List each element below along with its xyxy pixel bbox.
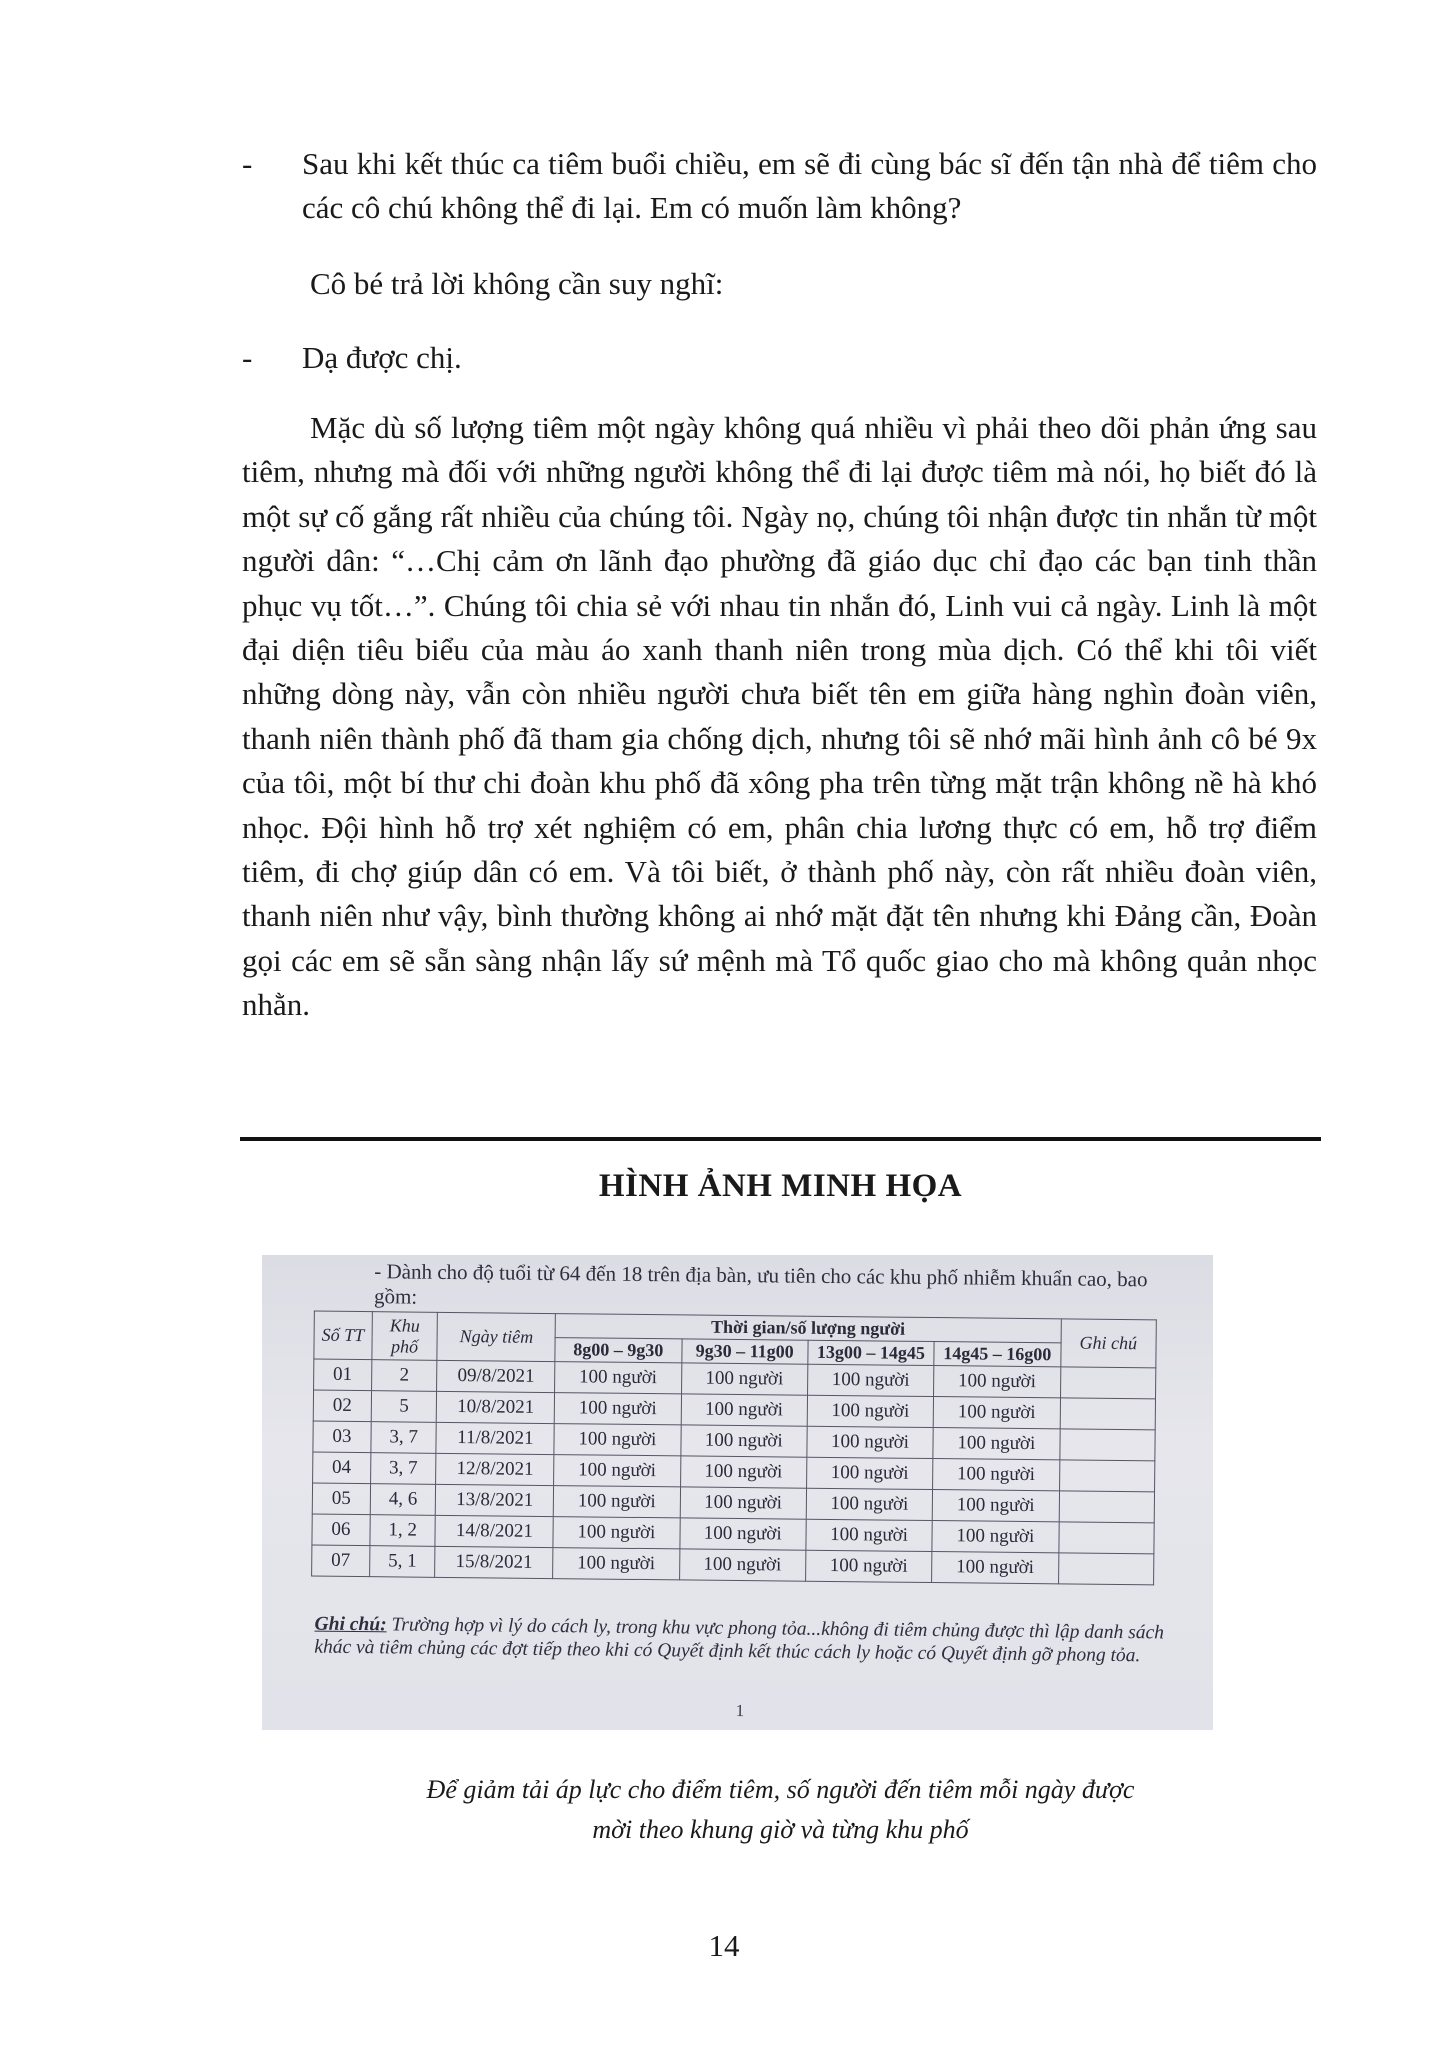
cell-slot: 100 người	[806, 1519, 933, 1551]
cell-slot: 100 người	[680, 1487, 807, 1519]
illustration-photo	[262, 1255, 1213, 1730]
cell-slot: 100 người	[553, 1486, 680, 1518]
cell-khu-pho: 3, 7	[370, 1453, 436, 1485]
cell-slot: 100 người	[807, 1395, 934, 1427]
cell-date: 14/8/2021	[435, 1515, 553, 1547]
cell-slot: 100 người	[807, 1426, 934, 1458]
cell-date: 09/8/2021	[437, 1360, 555, 1392]
header-ghi-chu: Ghi chú	[1060, 1319, 1156, 1368]
section-title: HÌNH ẢNH MINH HỌA	[598, 1168, 963, 1204]
cell-note	[1059, 1460, 1155, 1492]
cell-note	[1059, 1429, 1155, 1461]
header-slot: 13g00 – 14g45	[808, 1340, 935, 1365]
cell-slot: 100 người	[681, 1394, 808, 1426]
cell-slot: 100 người	[681, 1363, 808, 1395]
cell-date: 13/8/2021	[436, 1484, 554, 1516]
cell-slot: 100 người	[806, 1457, 933, 1489]
cell-slot: 100 người	[932, 1490, 1059, 1522]
cell-note	[1060, 1367, 1156, 1399]
header-ngay-tiem: Ngày tiêm	[437, 1312, 555, 1361]
cell-slot: 100 người	[932, 1552, 1059, 1584]
cell-slot: 100 người	[680, 1456, 807, 1488]
main-paragraph: Mặc dù số lượng tiêm một ngày không quá nhiều vì phải theo dõi phản ứng sau tiêm, nhưng mà đối với những người không thể đi lại được tiêm mà nói, họ biết đó là một sự cố gắng rất nhiều của chúng tôi. Ngày nọ, chúng tôi nhận được tin nhắn từ một người dân: “…Chị cảm ơn lãnh đạo phường đã giáo dục chỉ đạo các bạn tinh thần phục vụ tốt…”. Chúng tôi chia sẻ với nhau tin nhắn đó, Linh vui cả ngày. Linh là một đại diện tiêu biểu của màu áo xanh thanh niên trong mùa dịch. Có thể khi tôi viết những dòng này, vẫn còn nhiều người chưa biết tên em giữa hàng nghìn đoàn viên, thanh niên thành phố đã tham gia chống dịch, nhưng tôi sẽ nhớ mãi hình ảnh cô bé 9x của tôi, một bí thư chi đoàn khu phố đã xông pha trên từng mặt trận không nề hà khó nhọc. Đội hình hỗ trợ xét nghiệm có em, phân chia lương thực có em, hỗ trợ điểm tiêm, đi chợ giúp dân có em. Và tôi biết, ở thành phố này, còn rất nhiều đoàn viên, thanh niên như vậy, bình thường không ai nhớ mặt đặt tên nhưng khi Đảng cần, Đoàn gọi các em sẽ sẵn sàng nhận lấy sứ mệnh mà Tổ quốc giao cho mà không quản nhọc nhằn.	[242, 410, 1317, 1023]
cell-stt: 04	[313, 1452, 371, 1484]
cell-stt: 02	[313, 1390, 371, 1422]
photo-note-text: Trường hợp vì lý do cách ly, trong khu vực phong tỏa...không đi tiêm chủng được thì lập danh sách khác và tiêm chủng các đợt tiếp theo khi có Quyết định kết thúc cách ly hoặc có Quyết định gỡ phong tỏa.	[314, 1614, 1165, 1667]
cell-slot: 100 người	[553, 1517, 680, 1549]
cell-slot: 100 người	[553, 1548, 680, 1580]
header-slot: 14g45 – 16g00	[934, 1342, 1061, 1367]
cell-khu-pho: 4, 6	[370, 1484, 436, 1516]
cell-slot: 100 người	[555, 1362, 682, 1394]
cell-slot: 100 người	[806, 1488, 933, 1520]
vaccination-schedule-table	[311, 1311, 1157, 1586]
cell-date: 15/8/2021	[435, 1546, 553, 1578]
cell-date: 12/8/2021	[436, 1453, 554, 1485]
cell-slot: 100 người	[805, 1550, 932, 1582]
dialogue-line	[242, 336, 1317, 380]
caption-line: Để giảm tải áp lực cho điểm tiêm, số người đến tiêm mỗi ngày được	[426, 1775, 1135, 1804]
dialogue-dash: -	[242, 340, 253, 375]
cell-note	[1058, 1553, 1154, 1585]
cell-note	[1059, 1491, 1155, 1523]
cell-khu-pho: 1, 2	[370, 1515, 436, 1547]
cell-note	[1060, 1398, 1156, 1430]
cell-khu-pho: 2	[371, 1360, 437, 1392]
dialogue-text: Dạ được chị.	[302, 340, 462, 375]
cell-slot: 100 người	[934, 1366, 1061, 1398]
cell-note	[1058, 1522, 1154, 1554]
page-number: 14	[708, 1928, 740, 1963]
cell-slot: 100 người	[932, 1521, 1059, 1553]
cell-slot: 100 người	[807, 1364, 934, 1396]
narration-line: Cô bé trả lời không cần suy nghĩ:	[310, 266, 724, 301]
cell-slot: 100 người	[933, 1459, 1060, 1491]
cell-khu-pho: 3, 7	[371, 1422, 437, 1454]
cell-slot: 100 người	[554, 1393, 681, 1425]
dialogue-line	[242, 142, 1317, 231]
cell-slot: 100 người	[933, 1428, 1060, 1460]
cell-stt: 01	[314, 1359, 372, 1391]
photo-page-number: 1	[735, 1700, 745, 1721]
cell-khu-pho: 5, 1	[369, 1546, 435, 1578]
header-slot: 9g30 – 11g00	[681, 1339, 808, 1364]
cell-slot: 100 người	[554, 1455, 681, 1487]
cell-slot: 100 người	[933, 1397, 1060, 1429]
figure-caption	[240, 1770, 1321, 1850]
cell-stt: 07	[312, 1545, 370, 1577]
cell-stt: 05	[312, 1483, 370, 1515]
header-stt: Số TT	[314, 1311, 372, 1360]
header-time-group: Thời gian/số lượng người	[555, 1314, 1061, 1343]
section-divider	[240, 1137, 1321, 1141]
cell-date: 11/8/2021	[436, 1422, 554, 1454]
photo-intro-text: - Dành cho độ tuổi từ 64 đến 18 trên địa bàn, ưu tiên cho các khu phố nhiễm khuẩn cao, bao gồm:	[373, 1259, 1148, 1309]
header-khu-pho: Khu phố	[372, 1312, 438, 1361]
photo-note-label: Ghi chú:	[314, 1613, 387, 1636]
cell-slot: 100 người	[554, 1424, 681, 1456]
cell-stt: 06	[312, 1514, 370, 1546]
caption-line: mời theo khung giờ và từng khu phố	[592, 1815, 969, 1844]
header-slot: 8g00 – 9g30	[555, 1338, 682, 1363]
dialogue-text: Sau khi kết thúc ca tiêm buổi chiều, em sẽ đi cùng bác sĩ đến tận nhà để tiêm cho các cô chú không thể đi lại. Em có muốn làm không?	[302, 146, 1317, 226]
cell-stt: 03	[313, 1421, 371, 1453]
photo-note	[314, 1613, 1194, 1668]
cell-slot: 100 người	[679, 1518, 806, 1550]
cell-slot: 100 người	[679, 1549, 806, 1581]
cell-slot: 100 người	[680, 1425, 807, 1457]
dialogue-dash: -	[242, 146, 253, 181]
cell-date: 10/8/2021	[437, 1391, 555, 1423]
cell-khu-pho: 5	[371, 1391, 437, 1423]
